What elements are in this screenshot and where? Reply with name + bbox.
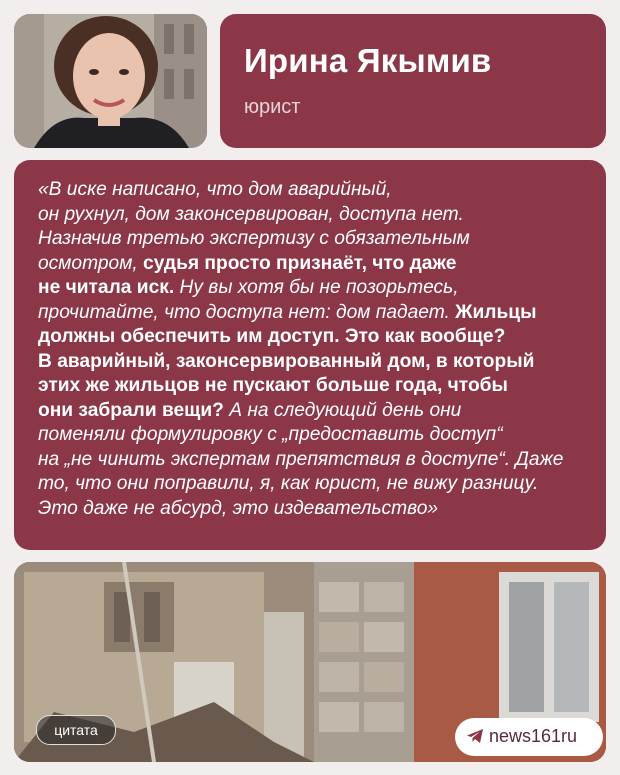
brand-logo[interactable] xyxy=(455,718,603,756)
quote-text xyxy=(38,178,590,521)
quote-segment: А на следующий день они поменяли формулировку с „предоставить доступ“ на „не чинить экспертам препятствия в доступе“. Даже то, что они поправили, я, как юрист, не вижу разницу. Это даже не абсурд, это издевательство» xyxy=(38,399,564,519)
portrait-image xyxy=(14,14,207,148)
telegram-icon xyxy=(465,726,485,751)
quote-card xyxy=(14,160,606,550)
quote-segment: Ну вы хотя бы не позорьтесь, прочитайте, что доступа нет: дом падает. xyxy=(38,277,459,323)
person-role: юрист xyxy=(244,96,301,118)
portrait-photo xyxy=(14,14,207,148)
person-name: Ирина Якымив xyxy=(244,42,492,79)
brand-name: news161ru xyxy=(489,726,578,746)
quote-emphasis: Жильцы должны обеспечить им доступ. Это как вообще? В аварийный, законсервированный дом, в который этих же жильцов не пускают больше года, чтобы они забрали вещи? xyxy=(38,301,537,421)
quote-segment: «В иске написано, что дом аварийный, он рухнул, дом законсервирован, доступа нет. Назначив третью экспертизу с обязательным осмотром, xyxy=(38,179,470,274)
name-card xyxy=(220,14,606,148)
quote-badge: цитата xyxy=(36,715,116,745)
quote-emphasis: судья просто признаёт, что даже не читала иск. xyxy=(38,252,457,298)
